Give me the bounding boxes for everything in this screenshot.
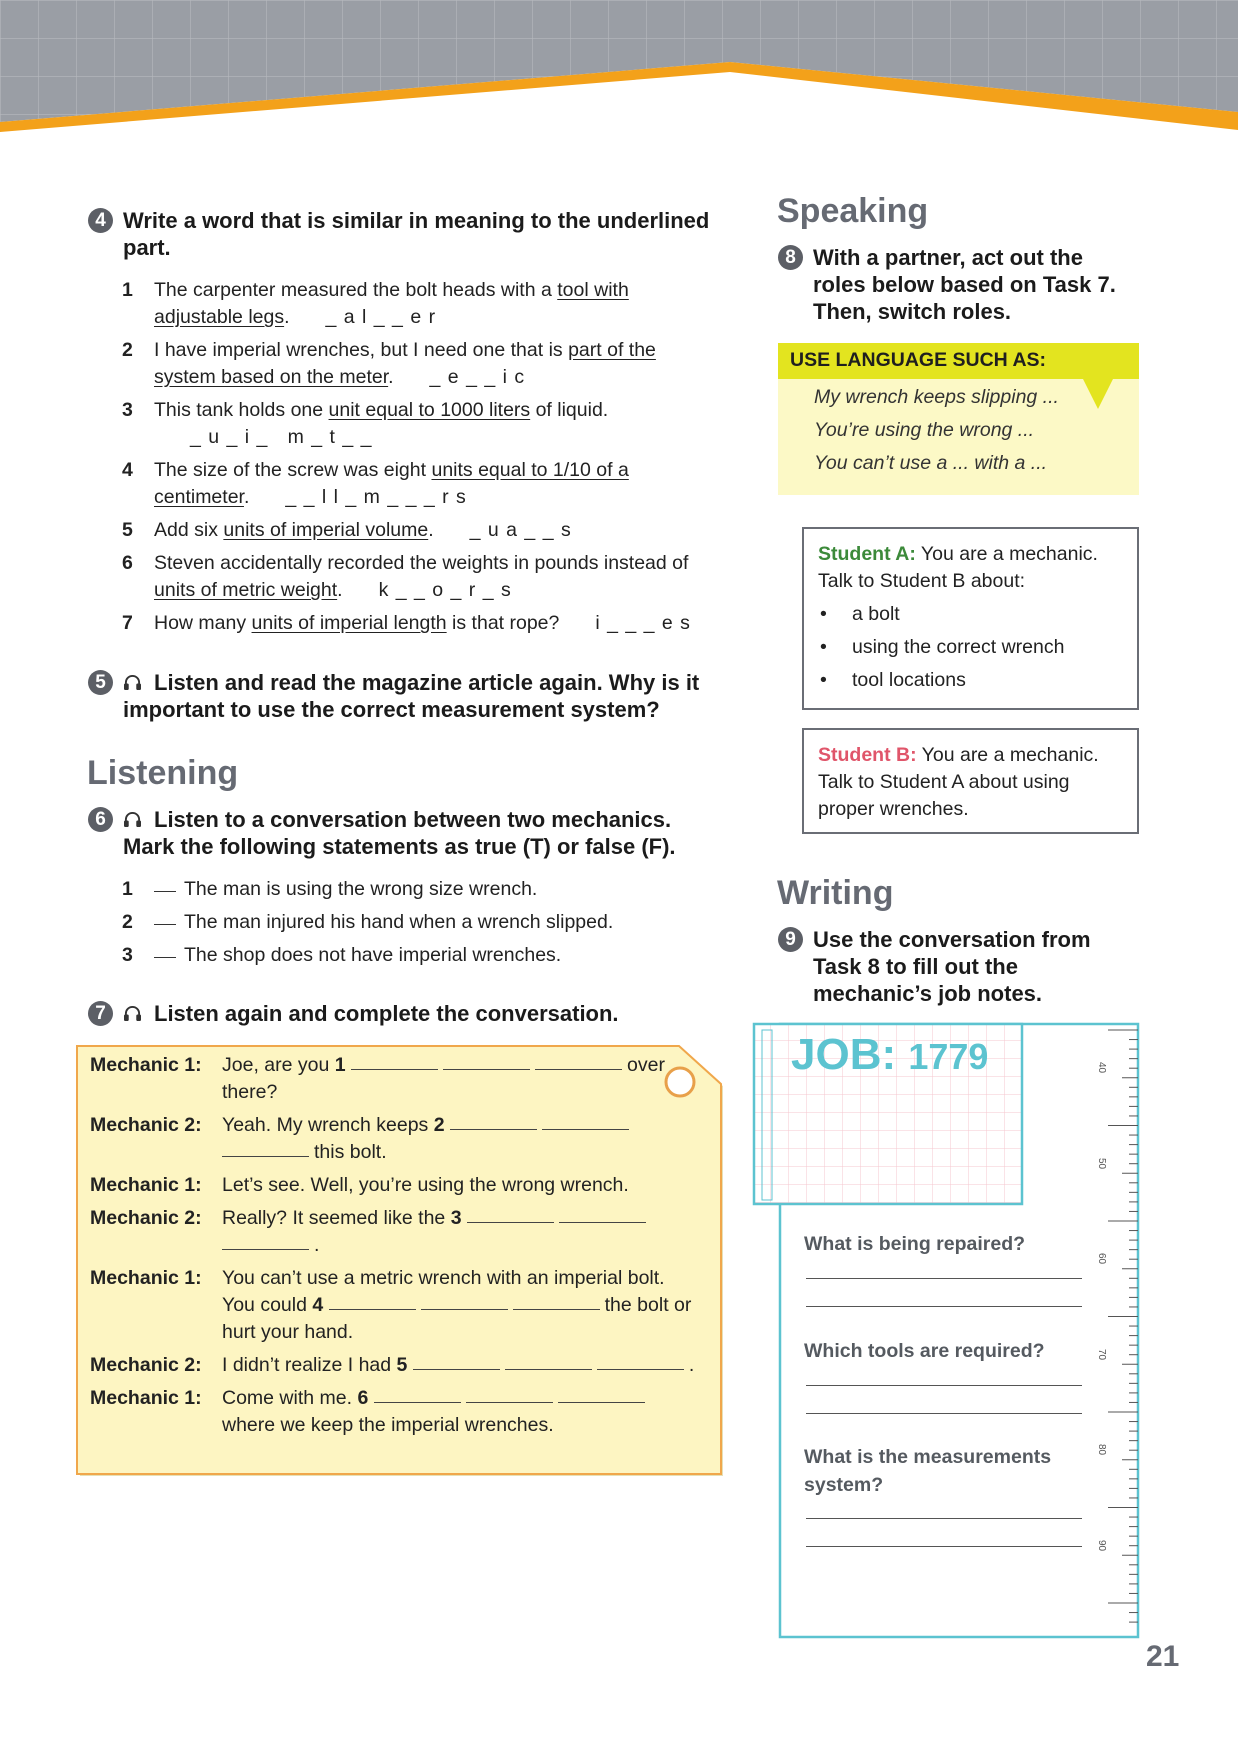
- page-number: 21: [1146, 1640, 1180, 1673]
- answer-blank[interactable]: [351, 1069, 438, 1070]
- speech-pointer-icon: [1083, 379, 1113, 409]
- phrase-1: My wrench keeps slipping ...: [814, 386, 1059, 408]
- speaker-label: Mechanic 1:: [90, 1054, 202, 1076]
- speaker-label: Mechanic 1:: [90, 1174, 202, 1196]
- ruler-label: 70: [1096, 1348, 1108, 1360]
- answer-blank[interactable]: [542, 1129, 629, 1130]
- answer-blank[interactable]: [374, 1402, 461, 1403]
- underlined-phrase: unit equal to 1000 liters: [328, 399, 531, 421]
- answer-blank[interactable]: [513, 1309, 600, 1310]
- task-number-badge: 6: [88, 807, 113, 832]
- blank-number: 5: [396, 1354, 408, 1376]
- speaker-label: Mechanic 2:: [90, 1354, 202, 1376]
- tf-answer-blank[interactable]: [154, 924, 176, 925]
- letter-clue[interactable]: k _ _ o _ r _ s: [378, 579, 512, 601]
- phrase-3: You can’t use a ... with a ...: [814, 452, 1048, 474]
- letter-clue[interactable]: _ a l _ _ e r: [325, 306, 437, 328]
- speaker-label: Mechanic 2:: [90, 1114, 202, 1136]
- ruler-label: 60: [1096, 1252, 1108, 1265]
- ruler-label: 90: [1096, 1539, 1108, 1551]
- true-false-item: 2 The man injured his hand when a wrench slipped.: [122, 911, 614, 933]
- question-measurement-system: What is the measurements system?: [804, 1446, 1052, 1496]
- conversation-line: Mechanic 2: I didn’t realize I had 5 .: [90, 1352, 700, 1379]
- task4-item: 2 I have imperial wrenches, but I need one that is part of the system based on the meter. _ e _ _ i c: [122, 337, 712, 391]
- tf-answer-blank[interactable]: [154, 957, 176, 958]
- answer-blank[interactable]: [466, 1402, 553, 1403]
- underlined-phrase: units of metric weight: [154, 579, 338, 601]
- task4-item: 1 The carpenter measured the bolt heads with a tool with adjustable legs. _ a l _ _ e r: [122, 277, 712, 331]
- answer-blank[interactable]: [329, 1309, 416, 1310]
- blank-number: 4: [312, 1294, 324, 1316]
- task4-item: 5 Add six units of imperial volume. _ u a _ _ s: [122, 517, 712, 544]
- task-number-badge: 5: [88, 670, 113, 695]
- job-number: 1779: [908, 1036, 989, 1077]
- conversation-line: Mechanic 2: Really? It seemed like the 3 .: [90, 1205, 700, 1259]
- task-number-badge: 9: [778, 927, 803, 952]
- blank-number: 6: [357, 1387, 369, 1409]
- headphones-icon: [123, 1005, 142, 1022]
- answer-blank[interactable]: [505, 1369, 592, 1370]
- underlined-phrase: tool with adjustable legs: [154, 279, 629, 328]
- question-repaired: What is being repaired?: [804, 1233, 1026, 1255]
- letter-clue[interactable]: _ e _ _ i c: [429, 366, 526, 388]
- conversation-line: Mechanic 2: Yeah. My wrench keeps 2 this bolt.: [90, 1112, 700, 1166]
- answer-blank[interactable]: [558, 1402, 645, 1403]
- underlined-phrase: units equal to 1/10 of a centimeter: [154, 459, 629, 508]
- headphones-icon: [123, 674, 142, 691]
- task-number-badge: 7: [88, 1001, 113, 1026]
- letter-clue[interactable]: _ u _ i _ m _ t _ _: [190, 426, 373, 448]
- task6-list: [122, 876, 712, 975]
- answer-blank[interactable]: [559, 1222, 646, 1223]
- task4-item: 4 The size of the screw was eight units equal to 1/10 of a centimeter. _ _ l l _ m _ _ _ r s: [122, 457, 712, 511]
- true-false-item: 1 The man is using the wrong size wrench.: [122, 878, 538, 900]
- conversation-line: Mechanic 1: You can’t use a metric wrench with an imperial bolt. You could 4 the bolt or hurt your hand.: [90, 1267, 692, 1343]
- task6-heading: 6 Listen to a conversation between two mechanics. Mark the following statements as true (T) or false (F).: [88, 806, 728, 860]
- job-notes-form: [752, 1022, 1142, 1640]
- question-tools: Which tools are required?: [804, 1340, 1045, 1362]
- writing-section-title: Writing: [777, 874, 894, 912]
- answer-blank[interactable]: [597, 1369, 684, 1370]
- conversation-text: [90, 1052, 700, 1445]
- speaker-label: Mechanic 1:: [90, 1267, 202, 1289]
- blank-number: 3: [450, 1207, 462, 1229]
- task7-heading: 7 Listen again and complete the conversation.: [88, 1000, 728, 1027]
- letter-clue[interactable]: _ u a _ _ s: [469, 519, 572, 541]
- conversation-line: Mechanic 1: Let’s see. Well, you’re using the wrong wrench.: [90, 1172, 700, 1199]
- student-b-label: Student B:: [818, 744, 917, 766]
- answer-blank[interactable]: [413, 1369, 500, 1370]
- answer-line[interactable]: [806, 1278, 1082, 1279]
- listening-section-title: Listening: [87, 754, 239, 792]
- answer-blank[interactable]: [222, 1249, 309, 1250]
- true-false-item: 3 The shop does not have imperial wrenches.: [122, 944, 562, 966]
- speaker-label: Mechanic 1:: [90, 1387, 202, 1409]
- underlined-phrase: units of imperial volume: [223, 519, 429, 541]
- task-number-badge: 4: [88, 208, 113, 233]
- phrase-2: You’re using the wrong ...: [814, 419, 1035, 441]
- speaking-section-title: Speaking: [777, 192, 929, 230]
- answer-line[interactable]: [806, 1546, 1082, 1547]
- letter-clue[interactable]: i _ _ _ e s: [595, 612, 691, 634]
- blank-number: 2: [433, 1114, 445, 1136]
- student-a-bullet: • tool locations: [818, 667, 1123, 694]
- answer-line[interactable]: [806, 1518, 1082, 1519]
- task4-heading: 4 Write a word that is similar in meaning to the underlined part.: [88, 207, 728, 261]
- letter-clue[interactable]: _ _ l l _ m _ _ _ r s: [285, 486, 467, 508]
- task4-list: [122, 277, 712, 643]
- use-language-title: USE LANGUAGE SUCH AS:: [790, 349, 1047, 371]
- tf-answer-blank[interactable]: [154, 891, 176, 892]
- header-banner: [0, 0, 1238, 140]
- student-a-label: Student A:: [818, 543, 916, 565]
- answer-blank[interactable]: [443, 1069, 530, 1070]
- answer-line[interactable]: [806, 1385, 1082, 1386]
- answer-blank[interactable]: [467, 1222, 554, 1223]
- task4-item: 3 This tank holds one unit equal to 1000 liters of liquid._ u _ i _ m _ t _ _: [122, 397, 712, 451]
- task5-heading: 5 Listen and read the magazine article again. Why is it important to use the correct measurement system?: [88, 669, 728, 723]
- ruler-label: 40: [1096, 1061, 1108, 1074]
- answer-line[interactable]: [806, 1306, 1082, 1307]
- student-a-bullet: • a bolt: [818, 601, 1123, 628]
- conversation-line: Mechanic 1: Joe, are you 1 over there?: [90, 1054, 665, 1103]
- student-a-card: Student A: You are a mechanic. Talk to Student B about: • a bolt • using the correct wrench • tool locations: [802, 527, 1139, 710]
- task9-heading: 9 Use the conversation from Task 8 to fill out the mechanic’s job notes.: [778, 926, 1138, 1007]
- headphones-icon: [123, 811, 142, 828]
- answer-blank[interactable]: [450, 1129, 537, 1130]
- task4-item: 7 How many units of imperial length is that rope? i _ _ _ e s: [122, 610, 712, 637]
- conversation-line: Mechanic 1: Come with me. 6 where we keep the imperial wrenches.: [90, 1385, 700, 1439]
- ruler-label: 80: [1096, 1443, 1108, 1456]
- student-b-card: Student B: You are a mechanic. Talk to Student A about using proper wrenches.: [802, 728, 1139, 834]
- answer-blank[interactable]: [421, 1309, 508, 1310]
- underlined-phrase: part of the system based on the meter: [154, 339, 656, 388]
- student-a-bullet: • using the correct wrench: [818, 634, 1123, 661]
- underlined-phrase: units of imperial length: [251, 612, 447, 634]
- task4-item: 6 Steven accidentally recorded the weights in pounds instead of units of metric weight. k _ _ o _ r _ s: [122, 550, 712, 604]
- answer-line[interactable]: [806, 1413, 1082, 1414]
- speaker-label: Mechanic 2:: [90, 1207, 202, 1229]
- answer-blank[interactable]: [535, 1069, 622, 1070]
- task-number-badge: 8: [778, 245, 803, 270]
- task8-heading: 8 With a partner, act out the roles below based on Task 7. Then, switch roles.: [778, 244, 1138, 325]
- blank-number: 1: [334, 1054, 346, 1076]
- answer-blank[interactable]: [222, 1156, 309, 1157]
- job-label: JOB: 1779: [791, 1030, 989, 1079]
- ruler-label: 50: [1096, 1157, 1108, 1169]
